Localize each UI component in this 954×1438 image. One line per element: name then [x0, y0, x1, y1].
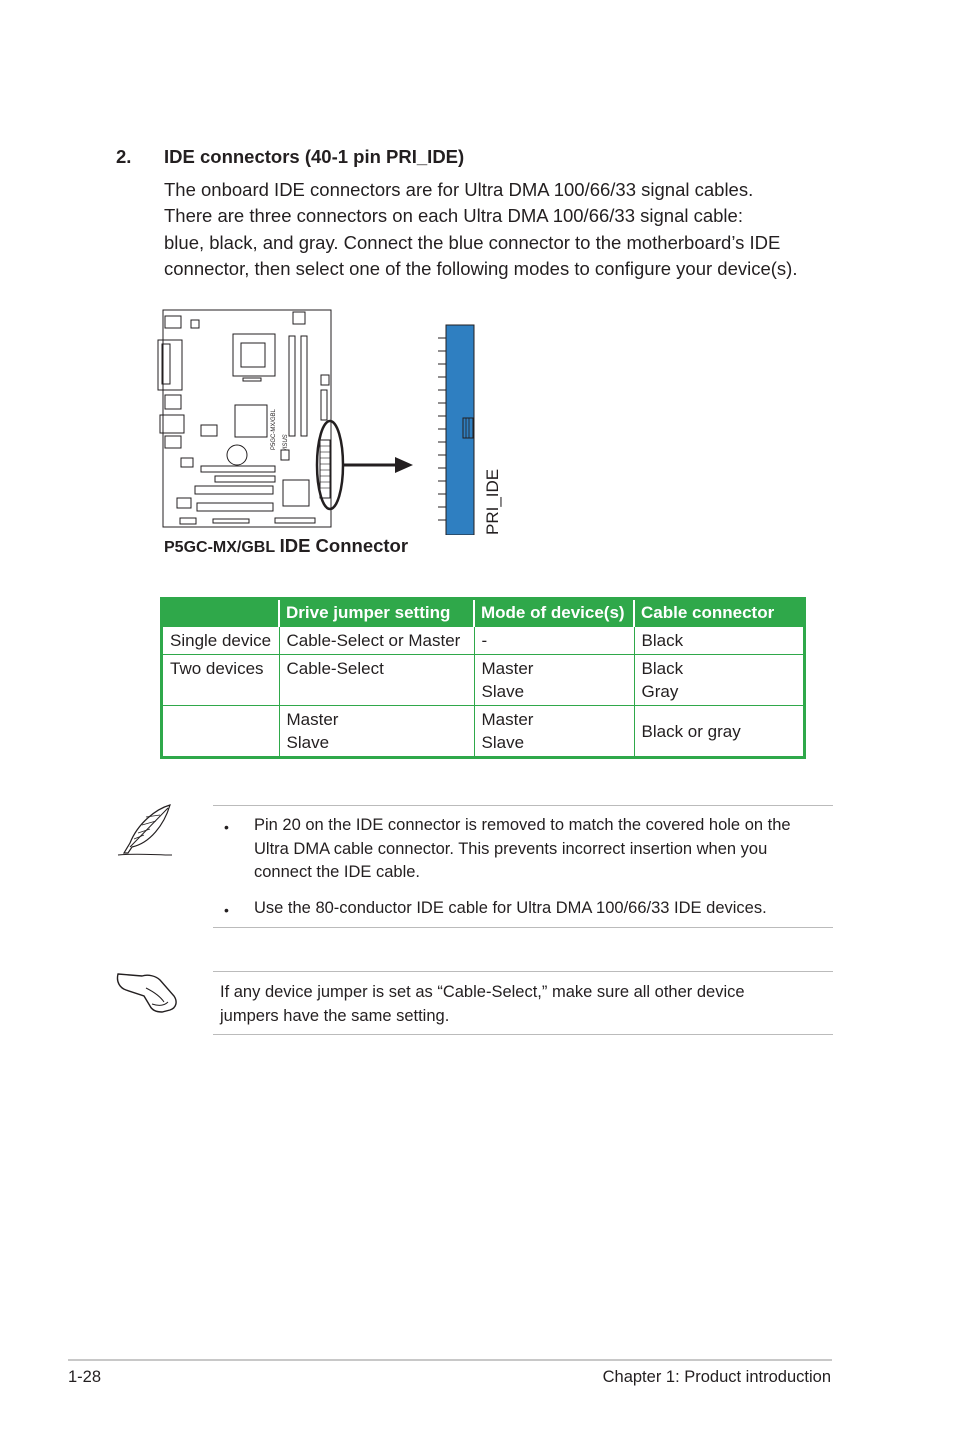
cell-line: Two devices [170, 659, 264, 678]
table-cell [279, 706, 474, 758]
table-header-row [162, 599, 805, 627]
table-cell [634, 706, 805, 758]
table-row [162, 706, 805, 758]
caption-model: P5GC-MX/GBL [164, 539, 276, 556]
cell-line: Master [481, 710, 534, 729]
cell-line: Slave [481, 682, 525, 701]
cell-line: Gray [641, 682, 679, 701]
cpu-socket [233, 334, 275, 376]
note-line: Use the 80-conductor IDE cable for Ultra DMA 100/66/33 IDE devices. [254, 899, 767, 917]
pri-ide-label: PRI_IDE [483, 468, 502, 535]
paragraph-line: connector, then select one of the following modes to configure your device(s). [164, 257, 798, 279]
note-bottom-rule [213, 927, 833, 928]
cell-line: Slave [286, 733, 330, 752]
table-row [162, 627, 805, 655]
table-cell [474, 627, 634, 655]
ide-connector-on-board [320, 440, 330, 498]
note-top-rule [213, 805, 833, 806]
section-title: IDE connectors (40-1 pin PRI_IDE) [164, 146, 465, 167]
table-cell [279, 627, 474, 655]
table-cell [162, 627, 280, 655]
dimm-slot [301, 336, 307, 436]
column-header: Cable connector [634, 599, 805, 627]
column-header: Mode of device(s) [474, 599, 634, 627]
page-number: 1-28 [68, 1368, 102, 1386]
board-silkscreen-label: P5GC-MX/GBL [271, 408, 277, 450]
section-paragraph [164, 177, 854, 282]
figure-caption [164, 535, 408, 557]
bullet-glyph: • [224, 902, 229, 918]
cell-line: - [481, 631, 488, 650]
paragraph-line: There are three connectors on each Ultra DMA 100/66/33 signal cable: [164, 205, 743, 227]
motherboard-diagram [155, 300, 535, 535]
paragraph-line: The onboard IDE connectors are for Ultra DMA 100/66/33 signal cables. [164, 179, 754, 200]
cell-line: Slave [481, 733, 525, 752]
table-cell [279, 655, 474, 706]
note-line: Ultra DMA cable connector. This prevents incorrect insertion when you [254, 839, 768, 858]
caution-line: If any device jumper is set as “Cable-Select,” make sure all other device [220, 983, 745, 1001]
brand-logo: /ISUS [283, 434, 289, 450]
bullet-glyph: • [224, 819, 229, 835]
table-cell [474, 655, 634, 706]
cell-line: Master [481, 659, 534, 678]
table-cell [474, 706, 634, 758]
note-item [254, 897, 767, 921]
caption-text: IDE Connector [279, 535, 409, 556]
cell-line: Black [641, 631, 684, 650]
column-header: Drive jumper setting [279, 599, 474, 627]
section-number: 2. [116, 146, 132, 167]
footer-rule [68, 1359, 832, 1361]
dimm-slot [289, 336, 295, 436]
battery [227, 445, 247, 465]
cell-line: Cable-Select [286, 659, 384, 678]
note-item [254, 814, 791, 885]
cell-line: Single device [170, 631, 272, 650]
caution-top-rule [213, 971, 833, 972]
cell-line: Black or gray [641, 721, 741, 741]
chapter-title: Chapter 1: Product introduction [602, 1368, 831, 1386]
arrow-head-icon [395, 457, 413, 473]
cell-line: Black [641, 659, 684, 678]
pointing-hand-icon [116, 966, 182, 1014]
cell-line: Cable-Select or Master [286, 631, 461, 650]
note-line: Pin 20 on the IDE connector is removed to match the covered hole on the [254, 816, 791, 834]
table-row [162, 655, 805, 706]
caution-line: jumpers have the same setting. [220, 1006, 450, 1025]
table-cell [162, 655, 280, 706]
device-mode-table [160, 597, 806, 759]
table-cell [634, 655, 805, 706]
northbridge-chip [235, 405, 267, 437]
table-cell [634, 627, 805, 655]
paragraph-line: blue, black, and gray. Connect the blue connector to the motherboard’s IDE [164, 231, 781, 253]
cell-line: Master [286, 710, 339, 729]
note-line: connect the IDE cable. [254, 863, 421, 881]
caution-bottom-rule [213, 1034, 833, 1035]
caution-text [220, 981, 745, 1028]
table-cell [162, 706, 280, 758]
feather-pen-icon [116, 803, 174, 859]
southbridge-chip [283, 480, 309, 506]
column-header [162, 599, 280, 627]
pri-ide-connector [446, 325, 474, 535]
